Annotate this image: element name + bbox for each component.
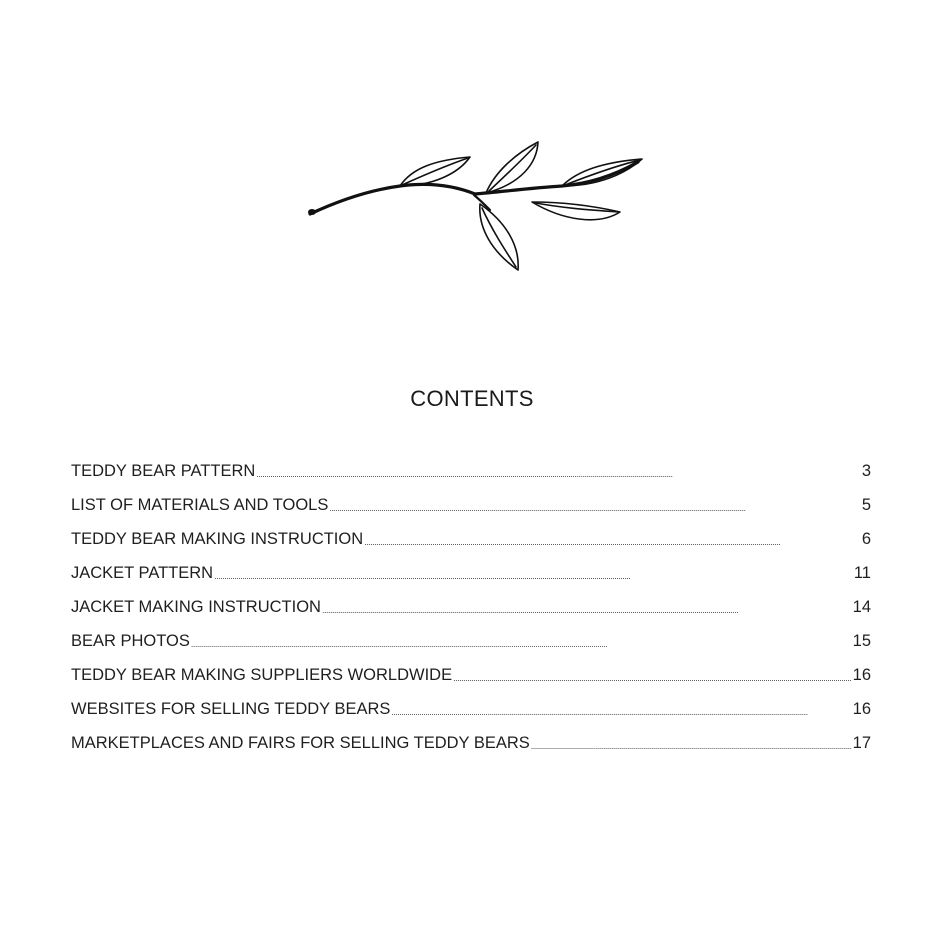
toc-entry-page: 3: [861, 462, 871, 480]
toc-dot-leader: [214, 567, 853, 587]
toc-entry: [71, 666, 871, 700]
toc-entry-title: MARKETPLACES AND FAIRS FOR SELLING TEDDY BEARS: [71, 734, 530, 752]
toc-entry: [71, 564, 871, 598]
toc-entry-page: 11: [853, 564, 871, 582]
page-title: CONTENTS: [410, 386, 534, 411]
toc-entry-title: TEDDY BEAR MAKING SUPPLIERS WORLDWIDE: [71, 666, 453, 684]
toc-dot-leader: [191, 635, 852, 655]
toc-entry-page: 15: [852, 632, 871, 650]
toc-entry: [71, 632, 871, 666]
toc-entry: [71, 734, 871, 768]
toc-dot-leader: [256, 465, 861, 485]
toc-entry-page: 6: [861, 530, 871, 548]
toc-entry: [71, 462, 871, 496]
toc-entry-page: 16: [852, 700, 871, 718]
toc-dot-leader: [322, 601, 852, 621]
toc-entry-title: JACKET MAKING INSTRUCTION: [71, 598, 321, 616]
table-of-contents: [71, 462, 871, 768]
toc-entry-page: 14: [852, 598, 871, 616]
toc-entry-title: TEDDY BEAR MAKING INSTRUCTION: [71, 530, 364, 548]
toc-entry-title: LIST OF MATERIALS AND TOOLS: [71, 496, 329, 514]
toc-entry-title: WEBSITES FOR SELLING TEDDY BEARS: [71, 700, 391, 718]
toc-entry-title: BEAR PHOTOS: [71, 632, 190, 650]
toc-dot-leader: [391, 703, 851, 723]
toc-dot-leader: [364, 533, 861, 553]
toc-entry-page: 17: [852, 734, 871, 752]
toc-dot-leader: [531, 737, 852, 757]
toc-dot-leader: [329, 499, 860, 519]
toc-entry: [71, 598, 871, 632]
toc-entry-page: 16: [852, 666, 871, 684]
leaf-branch-icon: [300, 138, 650, 278]
toc-entry: [71, 496, 871, 530]
toc-entry: [71, 700, 871, 734]
toc-entry-title: JACKET PATTERN: [71, 564, 214, 582]
toc-dot-leader: [453, 669, 852, 689]
toc-entry: [71, 530, 871, 564]
toc-entry-page: 5: [861, 496, 871, 514]
toc-entry-title: TEDDY BEAR PATTERN: [71, 462, 256, 480]
